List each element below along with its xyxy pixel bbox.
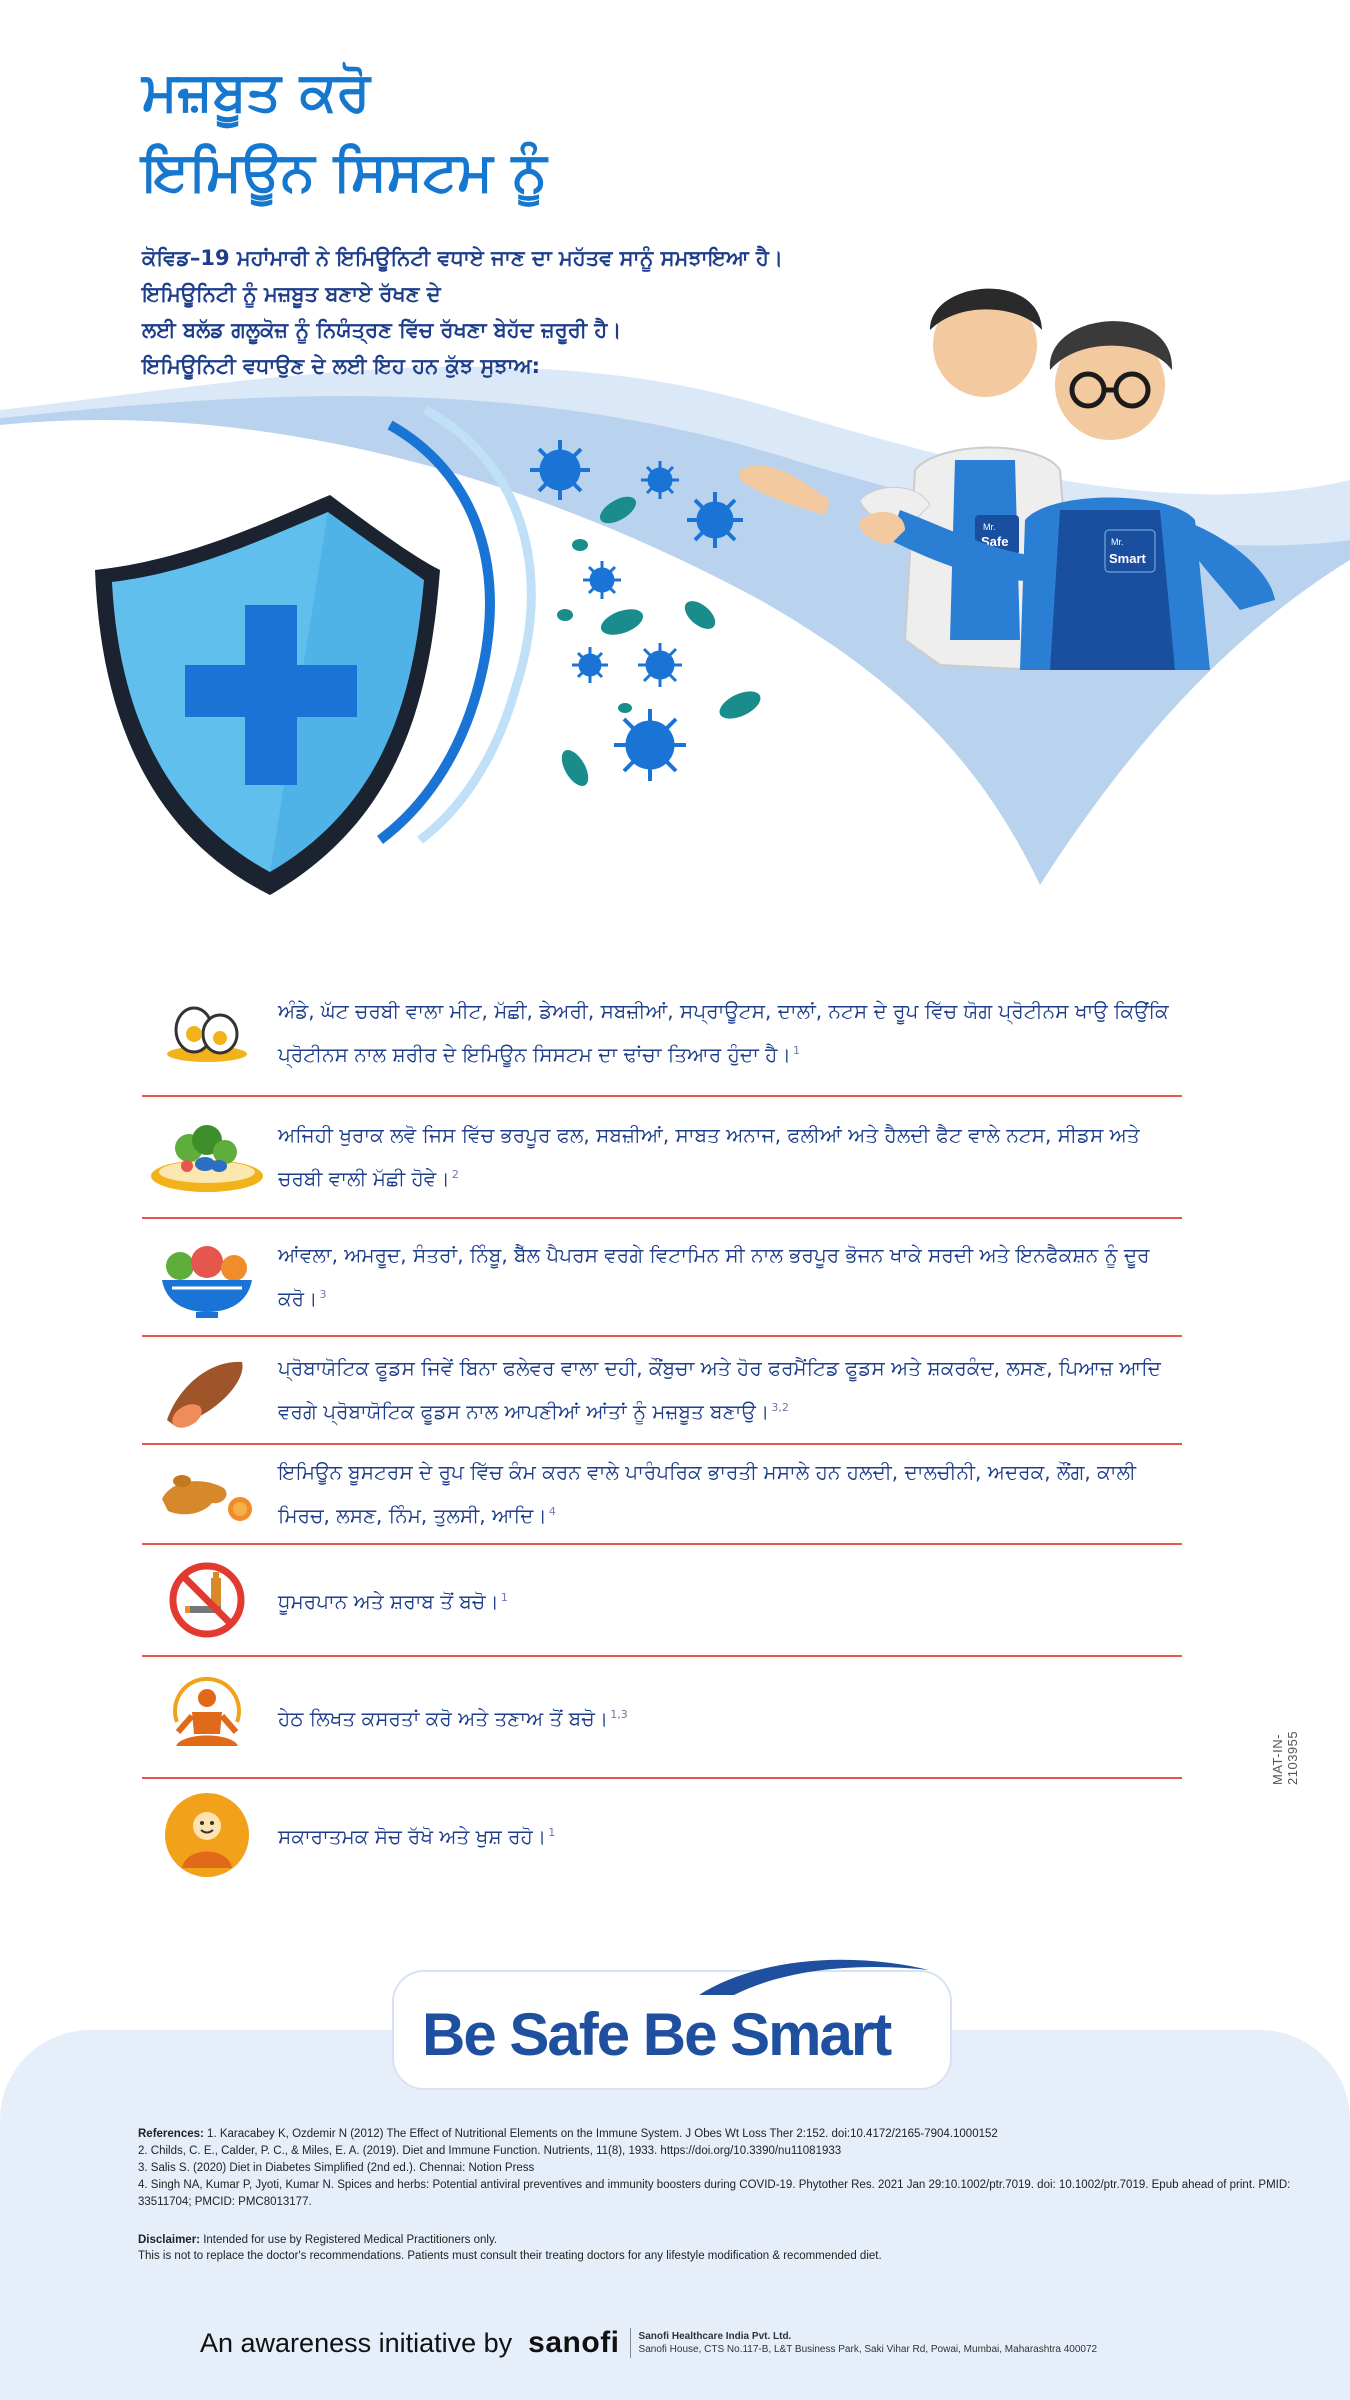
footer-divider [630, 2328, 631, 2358]
tip-item [142, 1097, 1182, 1219]
disclaimer [138, 2232, 1298, 2264]
sweet-potato-icon [142, 1350, 272, 1430]
mr-smart-badge-name: Smart [1109, 551, 1146, 566]
tip-text: ਅੰਡੇ, ਘੱਟ ਚਰਬੀ ਵਾਲਾ ਮੀਟ, ਮੱਛੀ, ਡੇਅਰੀ, ਸਬਜ਼ੀਆਂ, ਸਪ੍ਰਾਊਟਸ, ਦਾਲਾਂ, ਨਟਸ ਦੇ ਰੂਪ ਵਿੱਚ ਯੋਗ ਪ੍ਰੋਟੀਨਸ ਖਾਉ ਕਿਉਂਕਿ ਪ੍ਰੋਟੀਨਸ ਨਾਲ ਸ਼ਰੀਰ ਦੇ ਇਮਿਊਨ ਸਿਸਟਮ ਦਾ ਢਾਂਚਾ ਤਿਆਰ ਹੁੰਦਾ ਹੈ। $^1$ [278, 998, 1169, 1067]
references [138, 2126, 1298, 2211]
tip-item [142, 1545, 1182, 1657]
eggs-icon [142, 998, 272, 1068]
tip-item [142, 1445, 1182, 1545]
tip-text: ਹੇਠ ਲਿਖਤ ਕਸਰਤਾਂ ਕਰੋ ਅਤੇ ਤਣਾਅ ਤੋਂ ਬਚੋ। $^{1,3}$ [278, 1706, 628, 1731]
tip-item [142, 1337, 1182, 1445]
tips-list [142, 970, 1182, 1891]
tip-text: ਆਂਵਲਾ, ਅਮਰੂਦ, ਸੰਤਰਾਂ, ਨਿੰਬੂ, ਬੈੱਲ ਪੈਪਰਸ ਵਰਗੇ ਵਿਟਾਮਿਨ ਸੀ ਨਾਲ ਭਰਪੂਰ ਭੋਜਨ ਖਾਕੇ ਸਰਦੀ ਅਤੇ ਇਨਫੈਕਸ਼ਨ ਨੂੰ ਦੂਰ ਕਰੋ। $^3$ [278, 1243, 1150, 1311]
reference-item: 2. Childs, C. E., Calder, P. C., & Miles, E. A. (2019). Diet and Immune Function. Nutrients, 11(8), 1933. https://doi.org/10.3390/nu11081933 [138, 2145, 842, 2157]
sanofi-logo: sanofi [528, 2326, 620, 2359]
logo-wordmark: Be Safe Be Smart [422, 2001, 891, 2068]
campaign-logo [392, 1970, 952, 2090]
company-name: Sanofi Healthcare India Pvt. Ltd. [638, 2331, 792, 2342]
disclaimer-line-1: Intended for use by Registered Medical Practitioners only. [203, 2234, 498, 2246]
tip-item [142, 1219, 1182, 1337]
tip-item [142, 1657, 1182, 1779]
company-info [639, 2330, 1098, 2356]
references-label: References: [138, 2128, 204, 2140]
reference-item: 1. Karacabey K, Ozdemir N (2012) The Effect of Nutritional Elements on the Immune System. J Obes Wt Loss Ther 2:152. doi:10.4172/2165-7904.1000152 [207, 2128, 998, 2140]
intro-line-1: ਕੋਵਿਡ–19 ਮਹਾਂਮਾਰੀ ਨੇ ਇਮਿਊਨਿਟੀ ਵਧਾਏ ਜਾਣ ਦਾ ਮਹੱਤਵ ਸਾਨੂੰ ਸਮਝਾਇਆ ਹੈ। [142, 246, 784, 270]
mr-safe-badge-prefix: Mr. [983, 522, 996, 532]
tip-item [142, 970, 1182, 1097]
tip-text: ਧੂਮਰਪਾਨ ਅਤੇ ਸ਼ਰਾਬ ਤੋਂ ਬਚੋ। $^1$ [278, 1589, 508, 1614]
company-address: Sanofi House, CTS No.117-B, L&T Business Park, Saki Vihar Rd, Powai, Mumbai, Maharashtra 400072 [638, 2344, 1098, 2355]
reference-item: 3. Salis S. (2020) Diet in Diabetes Simplified (2nd ed.). Chennai: Notion Press [138, 2162, 535, 2174]
title-line-2: ਇਮਿਊਨ ਸਿਸਟਮ ਨੂੰ [142, 140, 547, 203]
material-code: MAT-IN-2103955 [1270, 1730, 1300, 1785]
tip-text: ਇਮਿਊਨ ਬੂਸਟਰਸ ਦੇ ਰੂਪ ਵਿੱਚ ਕੰਮ ਕਰਨ ਵਾਲੇ ਪਾਰੰਪਰਿਕ ਭਾਰਤੀ ਮਸਾਲੇ ਹਨ ਹਲਦੀ, ਦਾਲਚੀਨੀ, ਅਦਰਕ, ਲੌਂਗ, ਕਾਲੀ ਮਿਰਚ, ਲਸਣ, ਨਿੰਮ, ਤੁਲਸੀ, ਆਦਿ। $^4$ [278, 1460, 1136, 1528]
tip-text: ਸਕਾਰਾਤਮਕ ਸੋਚ ਰੱਖੋ ਅਤੇ ਖੁਸ਼ ਰਹੋ। $^1$ [278, 1824, 556, 1849]
meditation-icon [142, 1672, 272, 1762]
intro-line-4: ਇਮਿਊਨਿਟੀ ਵਧਾਉਣ ਦੇ ਲਈ ਇਹ ਹਨ ਕੁੱਝ ਸੁਝਾਅ: [142, 354, 541, 378]
fruit-bowl-icon [142, 1232, 272, 1322]
intro-line-2: ਇਮਿਊਨਿਟੀ ਨੂੰ ਮਜ਼ਬੂਤ ਬਣਾਏ ਰੱਖਣ ਦੇ [142, 282, 441, 306]
page-title [142, 52, 547, 212]
tip-text: ਪ੍ਰੋਬਾਯੋਟਿਕ ਫੂਡਸ ਜਿਵੇਂ ਬਿਨਾ ਫਲੇਵਰ ਵਾਲਾ ਦਹੀ, ਕੌਂਬੁਚਾ ਅਤੇ ਹੋਰ ਫਰਮੈਂਟਿਡ ਫੂਡਸ ਅਤੇ ਸ਼ਕਰਕੰਦ, ਲਸਣ, ਪਿਆਜ਼ ਆਦਿ ਵਰਗੇ ਪ੍ਰੋਬਾਯੋਟਿਕ ਫੂਡਸ ਨਾਲ ਆਪਣੀਆਂ ਆਂਤਾਂ ਨੂੰ ਮਜ਼ਬੂਤ ਬਣਾਉ। $^{3,2}$ [278, 1356, 1161, 1424]
food-plate-icon [142, 1112, 272, 1202]
footer-credit [200, 2326, 1097, 2360]
tip-item [142, 1779, 1182, 1891]
title-line-1: ਮਜ਼ਬੂਤ ਕਰੋ [142, 60, 371, 123]
no-smoking-alcohol-icon [142, 1560, 272, 1640]
tip-text: ਅਜਿਹੀ ਖੁਰਾਕ ਲਵੋ ਜਿਸ ਵਿੱਚ ਭਰਪੂਰ ਫਲ, ਸਬਜ਼ੀਆਂ, ਸਾਬਤ ਅਨਾਜ, ਫਲੀਆਂ ਅਤੇ ਹੈਲਦੀ ਫੈਟ ਵਾਲੇ ਨਟਸ, ਸੀਡਸ ਅਤੇ ਚਰਬੀ ਵਾਲੀ ਮੱਛੀ ਹੋਵੇ। $^2$ [278, 1123, 1140, 1191]
smiley-icon [142, 1790, 272, 1880]
mr-smart-badge-prefix: Mr. [1111, 537, 1124, 547]
swoosh-icon [694, 1950, 934, 2000]
reference-item: 4. Singh NA, Kumar P, Jyoti, Kumar N. Spices and herbs: Potential antiviral preventives and immunity boosters during COVID-19. Phytother Res. 2021 Jan 29:10.1002/ptr.7019. doi: 10.1002/ptr.7019. Epub ahead of print. PMID: 33511704; PMCID: PMC8013177. [138, 2179, 1291, 2208]
mr-safe-badge-name: Safe [981, 534, 1009, 549]
awareness-text: An awareness initiative by [200, 2327, 513, 2358]
intro-paragraph [142, 240, 784, 384]
intro-line-3: ਲਈ ਬਲੱਡ ਗਲੂਕੋਜ਼ ਨੂੰ ਨਿਯੰਤ੍ਰਣ ਵਿੱਚ ਰੱਖਣਾ ਬੇਹੱਦ ਜ਼ਰੂਰੀ ਹੈ। [142, 318, 622, 342]
disclaimer-label: Disclaimer: [138, 2234, 201, 2246]
turmeric-icon [142, 1459, 272, 1529]
disclaimer-line-2: This is not to replace the doctor's recommendations. Patients must consult their treating doctors for any lifestyle modification & recommended diet. [138, 2250, 882, 2262]
